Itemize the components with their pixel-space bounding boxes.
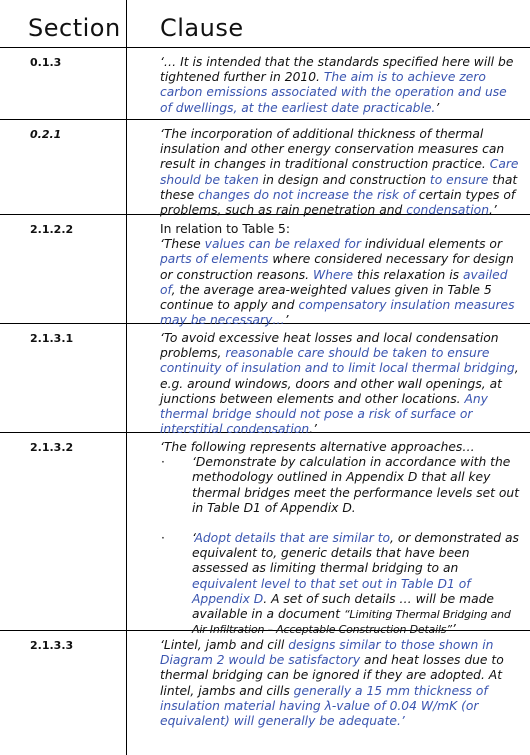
- table-row: [0, 48, 530, 120]
- list-item: · ‘Demonstrate by calculation in accordance with the methodology outlined in Appendix D that all key thermal bridges meet the performance levels set out in Table D1 of Appendix D.: [161, 455, 520, 515]
- table-row: [0, 324, 530, 437]
- section-number: 2.1.2.2: [30, 223, 74, 236]
- section-column-header: Section: [28, 14, 121, 42]
- table-row: [0, 433, 530, 637]
- section-number: 2.1.3.2: [30, 441, 74, 454]
- clause-intro: In relation to Table 5:: [160, 222, 291, 236]
- clause-text: In relation to Table 5: ‘These values can be relaxed for individual elements or parts of elements where considered necessary for design or construction reasons. Where this relaxation is availed of, the average area-weighted values given in Table 5 continue to apply and compensatory insulation measures may be necessary…’: [160, 222, 520, 328]
- section-number: 2.1.3.3: [30, 639, 74, 652]
- clause-column-header: Clause: [160, 14, 244, 42]
- table-row: [0, 631, 530, 755]
- section-number: 0.2.1: [30, 128, 62, 141]
- clause-text: [160, 440, 520, 637]
- table-row: [0, 215, 530, 328]
- clause-lead: ‘The following represents alternative approaches…: [160, 440, 475, 454]
- clause-text: ‘… It is intended that the standards specified here will be tightened further in 2010. The aim is to achieve zero carbon emissions associated with the operation and use of dwellings, at the earliest date practicable.’: [160, 55, 514, 115]
- table-row: [0, 120, 530, 218]
- bullet-icon: ·: [161, 531, 165, 546]
- bullet-icon: ·: [161, 455, 165, 470]
- clause-text: ‘Lintel, jamb and cill designs similar to those shown in Diagram 2 would be satisfactory and heat losses due to thermal bridging can be ignored if they are adopted. At lintel, jambs and cills generally a 15 mm thickness of insulation material having λ-value of 0.04 W/mK (or equivalent) will generally be adequate.’: [160, 638, 504, 729]
- list-item: · ‘Adopt details that are similar to, or demonstrated as equivalent to, generic details that have been assessed as limiting thermal bridging to an equivalent level to that set out in Table D1 of Appendix D. A set of such details … will be made available in a document “Limiting Thermal Bridging and Air Infiltration – Acceptable Construction Details”’: [161, 531, 519, 637]
- clause-text: ‘To avoid excessive heat losses and local condensation problems, reasonable care should be taken to ensure continuity of insulation and to limit local thermal bridging, e.g. around windows, doors and other wall openings, at junctions between elements and other locations. Any thermal bridge should not pose a risk of surface or interstitial condensation.’: [160, 331, 519, 437]
- table-header: [0, 0, 530, 48]
- section-number: 2.1.3.1: [30, 332, 74, 345]
- section-number: 0.1.3: [30, 56, 62, 69]
- clause-text: ‘The incorporation of additional thickness of thermal insulation and other energy conservation measures can result in changes in traditional construction practice. Care should be taken in design and construction to ensure that these changes do not increase the risk of certain types of problems, such as rain penetration and condensation.’: [160, 127, 519, 218]
